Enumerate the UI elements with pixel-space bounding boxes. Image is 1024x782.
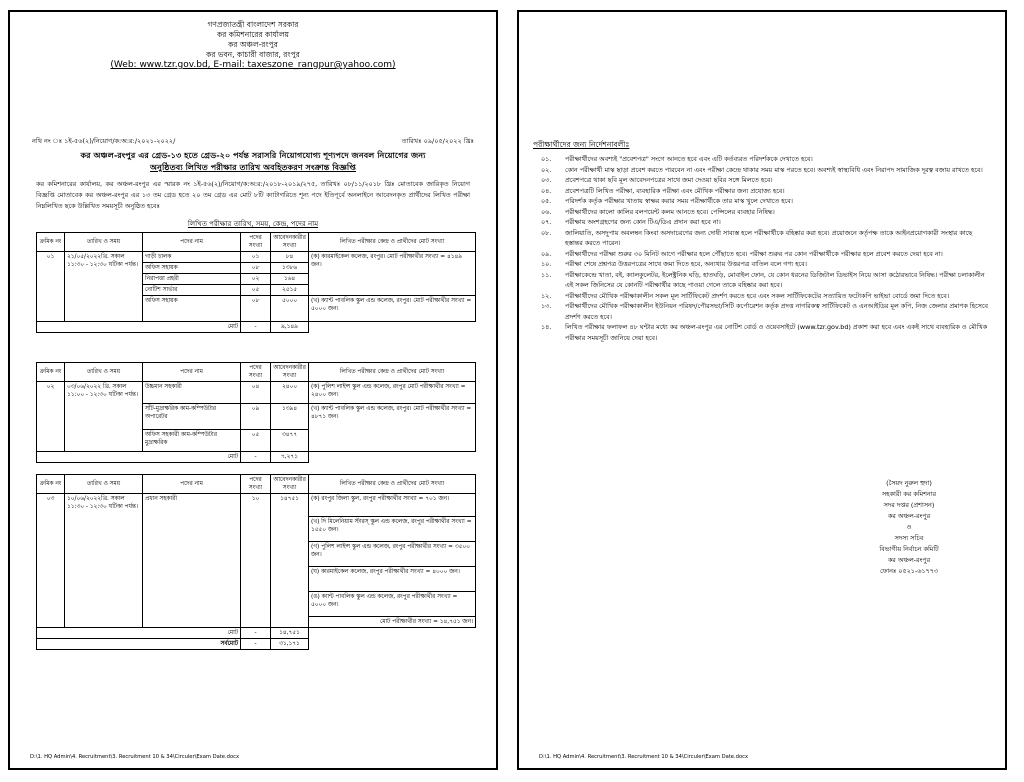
instruction-number: ০৬. bbox=[541, 207, 552, 216]
col-date-time: তারিখ ও সময় bbox=[65, 233, 143, 252]
total-dash: - bbox=[241, 322, 271, 333]
center-cell: (ঘ) কারমাইকেল কলেজ, রংপুর পরীক্ষার্থীর সংখ্যা = ৪০০০ জন। bbox=[309, 567, 476, 592]
count-cell: ০৫ bbox=[241, 430, 271, 452]
col-post-count: পদের সংখ্যা bbox=[241, 475, 271, 494]
instruction-text: পরীক্ষাকেন্দ্রে খাতা, বই, ক্যালকুলেটর, ইলেক্ট্রনিক ঘড়ি, হাতঘড়ি, মোবাইল ফোন, যে কোন ধরনের ডিজিটাল ডিভাইস নিয়ে আসা কঠোরভাবে নিষিদ্ধ। পরীক্ষা চলাকালীন এই সকল জিনিসের যে কোনটি পরীক্ষার্থীর কাছে পাওয়া গেলে তাকে বহিষ্কার করা হবে। bbox=[565, 270, 985, 289]
file-path-footer: D:\1. HQ Admin\4. Recruitment\3. Recruitment 10 & 34\Circuler\Exam Date.docx bbox=[30, 754, 240, 760]
col-post-name: পদের নাম bbox=[143, 363, 241, 382]
instruction-text: পরীক্ষার্থীদের মৌখিক পরীক্ষাকালীন ইউনিয়ন পরিষদ/পৌরসভা/সিটি কর্পোরেশন কর্তৃক প্রদত্ত নাগরিকত্ব সার্টিফিকেট ও এনআইডির মূল কপি, নিজ জেলার প্রমাণক হিসেবে প্রদর্শণ করতে হবে। bbox=[565, 302, 988, 321]
instruction-item bbox=[533, 228, 991, 249]
post-cell: অফিস সহায়ক bbox=[143, 263, 241, 274]
total-row bbox=[37, 452, 476, 463]
instruction-item bbox=[533, 217, 991, 228]
center-cell: (ক) কারমাইকেল কলেজ, রংপুর। মোট পরীক্ষার্থীর সংখ্যা = ৪১৪৯ জন। bbox=[309, 252, 476, 296]
instruction-number: ০৫. bbox=[541, 197, 552, 205]
page-1 bbox=[8, 10, 498, 770]
schedule-table-1 bbox=[36, 232, 476, 333]
instruction-text: প্রবেশপত্রে থাকা ছবি মূল আবেদনপত্রের সাথে জমা দেওয়া ছবির সঙ্গে মিলতে হবে। bbox=[565, 176, 773, 184]
notice-title bbox=[40, 149, 466, 173]
post-cell: অফিস সহকারী কাম-কম্পিউটার মুদ্রাক্ষরিক bbox=[143, 430, 241, 452]
total-value: ৭,২৭১ bbox=[271, 452, 309, 463]
instruction-number: ১২. bbox=[541, 291, 552, 300]
header-line-4: কর ভবন, কাচারী বাজার, রংপুর bbox=[206, 50, 300, 59]
schedule-table-2 bbox=[36, 362, 476, 463]
total-dash: - bbox=[241, 628, 271, 639]
col-post-name: পদের নাম bbox=[143, 475, 241, 494]
instruction-number: ১৩. bbox=[541, 302, 552, 310]
date-cell: ১০/০৬/২০২২খ্রি. সকাল ১১:৩০ - ১২:৩০ ঘটিকা পর্যন্ত। bbox=[65, 494, 143, 628]
header-line-3: কর অঞ্চল-রংপুর bbox=[228, 40, 278, 49]
instruction-text: পরীক্ষার্থীদের মৌখিক পরীক্ষাকালীন সকল মূল সার্টিফিকেট প্রদর্শণ করতে হবে এবং সকল সার্টিফিকেটের সত্যায়িত ফটোকপি ভাইভা বোর্ডে জমা দিতে হবে। bbox=[565, 291, 950, 300]
empty-cell bbox=[309, 639, 476, 650]
total-value: ৯,১৪৯ bbox=[271, 322, 309, 333]
instruction-number: ০১. bbox=[541, 155, 552, 163]
total-label: মোট bbox=[37, 628, 241, 639]
instruction-number: ১১. bbox=[541, 270, 552, 279]
count-cell: ০৪ bbox=[241, 382, 271, 404]
instructions-list bbox=[533, 154, 991, 343]
col-applicants: আবেদনকারীর সংখ্যা bbox=[271, 475, 309, 494]
post-cell: নিরাপত্তা প্রহরী bbox=[143, 274, 241, 285]
post-cell: অফিস সহায়ক bbox=[143, 296, 241, 322]
schedule-title-text: লিখিত পরীক্ষার তারিখ, সময়, কেন্দ্র, পদের নাম bbox=[187, 220, 319, 228]
instruction-text: লিখিত পরীক্ষার ফলাফল ৪৮ ঘন্টার মধ্যে কর অঞ্চল-রংপুর এর নোটিশ বোর্ড ও ওয়েবসাইটে (www.tzr.gov.bd) প্রকাশ করা হবে এবং একই সাথে ব্যবহারিক ও মৌখিক পরীক্ষার সময়সূচী জানিয়ে দেয়া হবে। bbox=[565, 323, 988, 342]
table-row bbox=[37, 252, 476, 263]
instructions-title: পরীক্ষার্থীদের জন্য নির্দেশনাবলীঃ bbox=[533, 140, 630, 149]
empty-cell bbox=[309, 452, 476, 463]
file-path-footer: D:\1. HQ Admin\4. Recruitment\3. Recruitment 10 & 34\Circuler\Exam Date.docx bbox=[539, 754, 749, 760]
instruction-text: পরীক্ষা শেষে প্রশ্নপত্র উত্তরপত্রের সাথে জমা দিতে হবে, অন্যথায় উত্তরপত্র বাতিল বলে গণ্য হবে। bbox=[565, 260, 807, 268]
apps-cell: ১৩৯৪ bbox=[271, 404, 309, 430]
instruction-text: পরীক্ষার্থীদের অবশ্যই "প্রবেশপত্র" সংগে আনতে হবে এবং এটি কর্তব্যরত পরিদর্শককে দেখাতে হবে। bbox=[565, 155, 813, 163]
total-row bbox=[37, 322, 476, 333]
col-serial: ক্রমিক নং bbox=[37, 233, 65, 252]
instruction-item bbox=[533, 249, 991, 260]
post-cell: সাঁট-মুদ্রাক্ষরিক কাম-কম্পিউটার অপারেটর bbox=[143, 404, 241, 430]
post-cell: গাড়ী চালক bbox=[143, 252, 241, 263]
instruction-text: পরীক্ষার্থীদের পরীক্ষা শুরুর ৩০ মিনিট আগে পরীক্ষার হলে পৌঁছাতে হবে। পরীক্ষা শুরুর পর কোন পরীক্ষার্থীকে পরীক্ষার হলে প্রবেশ করতে দেয়া হবে না। bbox=[565, 249, 943, 258]
instruction-number: ০৮. bbox=[541, 228, 552, 237]
signature-line: (সৈয়দ নুরুল হুদা) bbox=[886, 479, 932, 487]
intro-paragraph: কর কমিশনারের কার্যালয়, কর অঞ্চল-রংপুর এর স্মারক নং ১ই-৫৬(২)/নিয়োগ/ক:অ:র:/২০১৮-২০১৯/২৭৫, তারিখঃ ০৮/১১/২০১৮ খ্রিঃ মোতাবেক জারিকৃত নিয়োগ বিজ্ঞপ্তি মোতাবেক কর অঞ্চল-রংপুর এর ১৩ তম গ্রেড হতে ২০ তম গ্রেড এর মোট ৮টি ক্যাটাগরিতে শূন্য পদে ইতিপূর্বে অনলাইনে আবেদনকৃত প্রার্থীদের লিখিত পরীক্ষা নিম্নলিখিত ছকে উল্লিখিত সময়সূচী অনুষ্ঠিত হবেঃ bbox=[36, 180, 470, 210]
instruction-number: ০২. bbox=[541, 165, 552, 174]
instruction-number: ০৭. bbox=[541, 218, 552, 226]
center-cell: (ক) পুলিশ লাইন্স স্কুল এন্ড কলেজ, রংপুর মোট পরীক্ষার্থীর সংখ্যা = ২৪০০ জন। bbox=[309, 382, 476, 404]
col-post-count: পদের সংখ্যা bbox=[241, 233, 271, 252]
memo-number: নথি নং ঃ ১ই-৫৬(২)/নিয়োগ/ক:অ:র:/২০২১-২০২২/ bbox=[32, 137, 176, 145]
notice-title-line-2: অনুষ্ঠিতব্য লিখিত পরীক্ষার তারিখ অবহিতকরণ সংক্রান্ত বিজ্ঞপ্তি bbox=[149, 162, 356, 172]
instruction-number: ০৩. bbox=[541, 176, 552, 184]
signature-line: বিভাগীয় নির্বাচন কমিটি bbox=[879, 545, 939, 553]
empty-cell bbox=[309, 628, 476, 639]
col-serial: ক্রমিক নং bbox=[37, 475, 65, 494]
empty-cell bbox=[309, 322, 476, 333]
instruction-item bbox=[533, 207, 991, 218]
instruction-item bbox=[533, 165, 991, 176]
signature-line: সহকারী কর কমিশনার bbox=[881, 490, 937, 498]
instruction-item bbox=[533, 154, 991, 165]
grand-total-label: সর্বমোট bbox=[37, 639, 241, 650]
count-cell: ১০ bbox=[241, 494, 271, 628]
instruction-item bbox=[533, 196, 991, 207]
col-exam-center: লিখিত পরীক্ষার কেন্দ্র ও প্রার্থীদের মোট সংখ্যা bbox=[309, 475, 476, 494]
date-cell: ০৩/০৬/২০২২ খ্রি. সকাল ১১:০০ - ১২:৩০ ঘটিকা পর্যন্ত। bbox=[65, 382, 143, 452]
instruction-number: ০৪. bbox=[541, 186, 552, 195]
center-cell: (গ) পুলিশ লাইন্স স্কুল এন্ড কলেজ, রংপুর পরীক্ষার্থীর সংখ্যা = ৩৫০০ জন। bbox=[309, 542, 476, 567]
apps-cell: ১৪৭৫১ bbox=[271, 494, 309, 628]
header-line-2: কর কমিশনারের কার্যালয় bbox=[217, 30, 289, 39]
total-row bbox=[37, 628, 476, 639]
signature-line: কর অঞ্চল-রংপুর bbox=[887, 556, 931, 564]
total-label: মোট bbox=[37, 452, 241, 463]
col-post-count: পদের সংখ্যা bbox=[241, 363, 271, 382]
col-applicants: আবেদনকারীর সংখ্যা bbox=[271, 233, 309, 252]
center-cell: (খ) ক্যান্ট পাবলিক স্কুল এন্ড কলেজ, রংপুর। মোট পরীক্ষার্থীর সংখ্যা = ৫০০০ জন। bbox=[309, 296, 476, 322]
center-total-cell: মোট পরীক্ষার্থীর সংখ্যা = ১৪,৭৫১ জন। bbox=[309, 617, 476, 628]
apps-cell: ১৩৮৬ bbox=[271, 263, 309, 274]
total-value: ১৪,৭৫১ bbox=[271, 628, 309, 639]
total-dash: - bbox=[241, 452, 271, 463]
instruction-item bbox=[533, 270, 991, 291]
header-web-email[interactable]: (Web: www.tzr.gov.bd, E-mail: taxeszone_rangpur@yahoo.com) bbox=[110, 60, 396, 70]
date-cell: ২১/০৫/২০২২খ্রি. সকাল ১১:৩০ - ১২:৩০ ঘটিকা পর্যন্ত। bbox=[65, 252, 143, 322]
count-cell: ০২ bbox=[241, 274, 271, 285]
col-exam-center: লিখিত পরীক্ষার কেন্দ্র ও প্রার্থীদের মোট সংখ্যা bbox=[309, 363, 476, 382]
instruction-text: পরীক্ষার্থীদের কালো কালির বলপয়েন্ট কলম আনতে হবে। পেন্সিলের ব্যবহার নিষিদ্ধ। bbox=[565, 207, 775, 216]
instruction-number: ১৪. bbox=[541, 323, 552, 331]
notice-title-line-1: কর অঞ্চল-রংপুর এর গ্রেড-১৩ হতে গ্রেড-২০ পর্যন্ত সরাসরি নিয়োগযোগ্য শূণ্যপদে জনবল নিয়োগের জন্য bbox=[80, 150, 426, 160]
col-date-time: তারিখ ও সময় bbox=[65, 475, 143, 494]
header-line-1: গণপ্রজাতন্ত্রী বাংলাদেশ সরকার bbox=[207, 20, 299, 29]
apps-cell: ৫০০০ bbox=[271, 296, 309, 322]
serial-cell: ০২ bbox=[37, 382, 65, 452]
signature-line: সদস্য সচিব bbox=[894, 534, 924, 542]
apps-cell: ১৬৪ bbox=[271, 274, 309, 285]
instruction-text: পরীক্ষায় অংশগ্রহণের জন্য কোন টিএ/ডিএ প্রদান করা হবে না। bbox=[565, 218, 721, 226]
instruction-text: প্রবেশপত্রটি লিখিত পরীক্ষা, ব্যবহারিক পরীক্ষা এবং মৌখিক পরীক্ষার জন্য প্রযোজ্য হবে। bbox=[565, 186, 785, 195]
serial-cell: ০১ bbox=[37, 252, 65, 322]
schedule-table-3 bbox=[36, 474, 476, 650]
serial-cell: ০৩ bbox=[37, 494, 65, 628]
col-exam-center: লিখিত পরীক্ষার কেন্দ্র ও প্রার্থীদের মোট সংখ্যা bbox=[309, 233, 476, 252]
instruction-item bbox=[533, 291, 991, 302]
post-cell: উচ্চমান সহকারী bbox=[143, 382, 241, 404]
count-cell: ০১ bbox=[241, 252, 271, 263]
instruction-item bbox=[533, 175, 991, 186]
count-cell: ০৫ bbox=[241, 285, 271, 296]
grand-total-dash: - bbox=[241, 639, 271, 650]
count-cell: ০৯ bbox=[241, 404, 271, 430]
center-cell: (খ) ক্যান্ট পাবলিক স্কুল এন্ড কলেজ, রংপুর। মোট পরীক্ষার্থীর সংখ্যা = ৪৮৭১ জন। bbox=[309, 404, 476, 452]
count-cell: ০৮ bbox=[241, 263, 271, 274]
signature-line: সদর দপ্তর (প্রশাসন) bbox=[883, 501, 935, 509]
apps-cell: ৩৪৭৭ bbox=[271, 430, 309, 452]
signature-line: কর অঞ্চল-রংপুর bbox=[887, 512, 931, 520]
signature-block bbox=[839, 478, 979, 577]
instruction-number: ০৯. bbox=[541, 249, 552, 258]
instruction-item bbox=[533, 322, 991, 343]
signature-line: ও bbox=[906, 523, 912, 531]
center-cell: (ক) রংপুর জিলা স্কুল, রংপুর পরীক্ষার্থীর সংখ্যা = ৭০১ জন। bbox=[309, 494, 476, 517]
apps-cell: ২৫১৫ bbox=[271, 285, 309, 296]
instruction-item bbox=[533, 259, 991, 270]
apps-cell: ৮৪ bbox=[271, 252, 309, 263]
instruction-text: পরিদর্শক কর্তৃক পরীক্ষার খাতায় স্বাক্ষর করার সময় পরীক্ষার্থীকে তার মাস্ক খুলে দেখাতে হবে। bbox=[565, 197, 793, 205]
col-applicants: আবেদনকারীর সংখ্যা bbox=[271, 363, 309, 382]
total-label: মোট bbox=[37, 322, 241, 333]
col-date-time: তারিখ ও সময় bbox=[65, 363, 143, 382]
instruction-item bbox=[533, 186, 991, 197]
schedule-title bbox=[10, 218, 496, 230]
count-cell: ০৮ bbox=[241, 296, 271, 322]
memo-date: তারিখঃ ০৯/০৫/২০২২ খ্রিঃ bbox=[401, 137, 474, 145]
table-row bbox=[37, 494, 476, 517]
instruction-text: কোন পরীক্ষার্থী মাস্ক ছাড়া প্রবেশ করতে পারবেন না এবং পরীক্ষা কেন্দ্রে থাকার সময় মাস্ক পরতে হবে। অবশ্যই স্বাস্থ্যবিধি এবং নিরাপদ সামাজিক দূরত্ব বজায় রাখতে হবে। bbox=[565, 165, 983, 174]
center-cell: (খ) দি মিলেনিয়াম স্টারস্ স্কুল এন্ড কলেজ, রংপুর পরীক্ষার্থীর সংখ্যা = ১৫৫০ জন। bbox=[309, 517, 476, 542]
col-post-name: পদের নাম bbox=[143, 233, 241, 252]
letterhead bbox=[10, 20, 496, 70]
page-2 bbox=[517, 10, 1007, 770]
center-cell: (ঙ) ক্যান্ট পাবলিক স্কুল এন্ড কলেজ, রংপুর পরীক্ষার্থীর সংখ্যা = ৫০০০ জন। bbox=[309, 592, 476, 617]
instruction-number: ১০. bbox=[541, 260, 552, 268]
post-cell: নোটিশ সার্ভার bbox=[143, 285, 241, 296]
grand-total-value: ৩১,১৭১ bbox=[271, 639, 309, 650]
post-cell: প্রধান সহকারী bbox=[143, 494, 241, 628]
grand-total-row bbox=[37, 639, 476, 650]
instruction-text: জালিয়াতি, অসদুপায় অবলম্বন কিংবা অসদাচরণের জন্য দোষী সাব্যস্ত হলে পরীক্ষার্থীকে বহিষ্কার করা হবে। প্রয়োজনে কর্তৃপক্ষ তাকে আইনপ্রয়োগকারী সংস্থার কাছে হস্তান্তর করতে পারেন। bbox=[565, 228, 973, 247]
instruction-item bbox=[533, 301, 991, 322]
apps-cell: ২৪০০ bbox=[271, 382, 309, 404]
col-serial: ক্রমিক নং bbox=[37, 363, 65, 382]
table-row bbox=[37, 382, 476, 404]
signature-line: ফোনঃ ০৫২১-৬১৭৭৩ bbox=[879, 567, 939, 575]
